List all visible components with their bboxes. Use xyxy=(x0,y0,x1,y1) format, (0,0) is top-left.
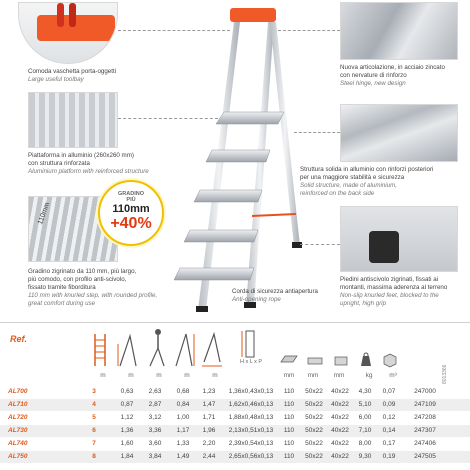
cell-model: AL710 xyxy=(8,401,28,408)
cell-m3: 0,19 xyxy=(382,453,396,460)
cell-kg: 8,00 xyxy=(358,440,372,447)
ladder-foot-1 xyxy=(196,306,208,312)
caption-platform xyxy=(28,152,158,176)
cell-c5: 110 xyxy=(283,401,295,408)
caption-structure-it2: per una maggiore stabilità e sicurezza xyxy=(300,174,405,181)
cell-c5: 110 xyxy=(283,414,295,421)
steps-icon xyxy=(86,326,114,368)
front-profile-icon xyxy=(302,326,328,368)
cell-c3: 0,84 xyxy=(176,401,190,408)
cell-c4: 1,23 xyxy=(202,388,216,395)
badge-mm: 110mm xyxy=(112,203,150,215)
unit-label: mm xyxy=(333,372,345,379)
vertical-code: 8013366 xyxy=(442,364,448,384)
ladder-illustration xyxy=(150,0,320,316)
hinge-photo xyxy=(340,2,458,60)
cell-m3: 0,14 xyxy=(382,427,396,434)
cell-c4: 2,20 xyxy=(202,440,216,447)
cell-c6: 50x22 xyxy=(305,401,323,408)
ladder-step-3 xyxy=(184,230,258,242)
unit-label: m xyxy=(184,372,190,379)
ladder-foot-3 xyxy=(292,242,302,248)
cell-c6: 50x22 xyxy=(305,440,323,447)
cell-c5: 110 xyxy=(283,388,295,395)
leader-structure xyxy=(294,132,340,133)
cell-m3: 0,17 xyxy=(382,440,396,447)
caption-platform-en: Aluminium platform with reinforced structure xyxy=(28,168,149,175)
cell-kg: 7,10 xyxy=(358,427,372,434)
caption-feet-it1: Piedini antiscivolo zigrinati, fissati ai xyxy=(340,276,439,283)
badge-label-2: PIÙ xyxy=(126,197,136,203)
leader-toolbay xyxy=(118,30,230,31)
cell-c7: 40x22 xyxy=(331,440,349,447)
cell-c2: 3,60 xyxy=(148,440,162,447)
platform-height-icon xyxy=(114,326,142,368)
leader-platform xyxy=(118,118,218,119)
table-row xyxy=(0,386,470,398)
step-depth-icon xyxy=(276,326,302,368)
caption-step-it3: fissato tramite fiborditura xyxy=(28,284,96,291)
caption-toolbay-en: Large useful toolbay xyxy=(28,76,84,83)
cell-code: 247109 xyxy=(414,401,436,408)
cell-c4: 1,96 xyxy=(202,427,216,434)
table-row xyxy=(0,412,470,424)
ladder-step-2 xyxy=(194,190,262,202)
caption-step-en2: great comfort during use xyxy=(28,300,96,307)
caption-structure-en2: reinforced on the back side xyxy=(300,190,375,197)
platform-photo xyxy=(28,92,118,148)
cell-c6: 50x22 xyxy=(305,453,323,460)
cell-kg: 4,30 xyxy=(358,388,372,395)
unit-label: kg xyxy=(365,372,373,379)
cell-c7: 40x22 xyxy=(331,453,349,460)
badge-percent: +40% xyxy=(110,215,152,232)
cell-dims: 1,62x0,46x0,13 xyxy=(228,401,274,408)
cell-c6: 50x22 xyxy=(305,414,323,421)
cell-c2: 3,12 xyxy=(148,414,162,421)
cell-c3: 0,68 xyxy=(176,388,190,395)
cell-steps: 6 xyxy=(92,427,96,434)
cell-c5: 110 xyxy=(283,440,295,447)
ladder-height-icon xyxy=(170,326,198,368)
unit-label: mm xyxy=(283,372,295,379)
caption-structure-en1: Solid structure, made of aluminium, xyxy=(300,182,397,189)
unit-label: mm xyxy=(307,372,319,379)
step-width-badge xyxy=(98,180,164,246)
cell-c3: 1,00 xyxy=(176,414,190,421)
ladder-step-4 xyxy=(174,268,254,280)
toolbay-photo xyxy=(18,2,118,64)
cell-steps: 4 xyxy=(92,401,96,408)
screwdriver-handle-1 xyxy=(57,3,64,27)
cell-model: AL740 xyxy=(8,440,28,447)
cell-steps: 5 xyxy=(92,414,96,421)
caption-rope xyxy=(232,288,342,304)
cell-c1: 1,60 xyxy=(120,440,134,447)
caption-step-it1: Gradino zigrinato da 110 mm, più largo, xyxy=(28,268,137,275)
caption-hinge-en: Steel hinge, new design xyxy=(340,80,406,87)
cell-code: 247307 xyxy=(414,427,436,434)
ladder-platform xyxy=(216,112,284,124)
cell-model: AL700 xyxy=(8,388,28,395)
cell-c7: 40x22 xyxy=(331,401,349,408)
cell-c1: 1,84 xyxy=(120,453,134,460)
cell-c4: 1,71 xyxy=(202,414,216,421)
cell-c1: 1,36 xyxy=(120,427,134,434)
cell-c6: 50x22 xyxy=(305,427,323,434)
unit-label: m xyxy=(128,372,134,379)
cell-c1: 0,87 xyxy=(120,401,134,408)
structure-photo xyxy=(340,104,458,162)
caption-step xyxy=(28,268,158,308)
working-height-icon xyxy=(142,326,170,368)
weight-icon xyxy=(354,326,378,368)
caption-structure-it1: Struttura solida in alluminio con rinforzi posteriori xyxy=(300,166,434,173)
caption-toolbay xyxy=(28,68,148,84)
unit-label: m xyxy=(156,372,162,379)
cell-c7: 40x22 xyxy=(331,388,349,395)
cell-kg: 9,30 xyxy=(358,453,372,460)
caption-step-it2: più comodo, con profilo anti-scivolo, xyxy=(28,276,127,283)
cell-code: 247406 xyxy=(414,440,436,447)
cell-c6: 50x22 xyxy=(305,388,323,395)
cell-model: AL720 xyxy=(8,414,28,421)
cell-dims: 1,36x0,43x0,13 xyxy=(228,388,274,395)
cell-c4: 1,47 xyxy=(202,401,216,408)
cell-steps: 3 xyxy=(92,388,96,395)
leader-hinge xyxy=(278,30,340,31)
table-row xyxy=(0,451,470,463)
cell-dims: 2,39x0,54x0,13 xyxy=(228,440,274,447)
ladder-step-1 xyxy=(206,150,270,162)
cell-m3: 0,07 xyxy=(382,388,396,395)
cell-c3: 1,49 xyxy=(176,453,190,460)
cell-steps: 7 xyxy=(92,440,96,447)
toolbay-tray xyxy=(37,15,115,41)
cell-m3: 0,09 xyxy=(382,401,396,408)
cell-c1: 1,12 xyxy=(120,414,134,421)
cell-dims: 2,13x0,51x0,13 xyxy=(228,427,274,434)
base-width-icon xyxy=(198,326,226,368)
cell-kg: 5,10 xyxy=(358,401,372,408)
caption-platform-it1: Piattaforma in alluminio (260x260 mm) xyxy=(28,152,134,159)
caption-hinge-it1: Nuova articolazione, in acciaio zincato xyxy=(340,64,445,71)
cell-c2: 3,84 xyxy=(148,453,162,460)
cell-dims: 1,88x0,48x0,13 xyxy=(228,414,274,421)
cell-c3: 1,33 xyxy=(176,440,190,447)
unit-label: m xyxy=(212,372,218,379)
unit-label: m xyxy=(100,372,106,379)
caption-feet-en2: upright, high grip xyxy=(340,300,387,307)
cell-dims: 2,65x0,56x0,13 xyxy=(228,453,274,460)
caption-rope-it: Corda di sicurezza antiapertura xyxy=(232,288,318,295)
cell-c3: 1,17 xyxy=(176,427,190,434)
caption-hinge xyxy=(340,64,465,88)
cell-model: AL750 xyxy=(8,453,28,460)
dimensions-icon xyxy=(226,326,276,368)
rear-profile-icon xyxy=(328,326,354,368)
cell-c2: 2,87 xyxy=(148,401,162,408)
ladder-rear-rail xyxy=(270,22,300,246)
volume-icon xyxy=(378,326,402,368)
caption-step-en1: 110 mm with knurled step, with rounded profile, xyxy=(28,292,158,299)
unit-label: m³ xyxy=(389,372,397,379)
badge-label-1: GRADINO xyxy=(118,191,144,197)
feet-photo xyxy=(340,206,458,272)
ref-label: Ref. xyxy=(10,334,28,344)
ladder-front-rail-left xyxy=(198,22,240,310)
cell-c2: 2,63 xyxy=(148,388,162,395)
leader-feet xyxy=(300,244,340,245)
cell-code: 247505 xyxy=(414,453,436,460)
cell-c5: 110 xyxy=(283,453,295,460)
screwdriver-handle-2 xyxy=(69,3,76,27)
cell-steps: 8 xyxy=(92,453,96,460)
cell-model: AL730 xyxy=(8,427,28,434)
table-row xyxy=(0,399,470,411)
ladder-top-tray xyxy=(230,8,276,22)
caption-structure xyxy=(300,166,466,198)
caption-platform-it2: con struttura rinforzata xyxy=(28,160,90,167)
caption-toolbay-it: Comoda vaschetta porta-oggetti xyxy=(28,68,117,75)
caption-feet-it2: montanti, massima aderenza al terreno xyxy=(340,284,448,291)
table-row xyxy=(0,425,470,437)
cell-m3: 0,12 xyxy=(382,414,396,421)
table-row xyxy=(0,438,470,450)
cell-c1: 0,63 xyxy=(120,388,134,395)
cell-code: 247000 xyxy=(414,388,436,395)
step-width-label: 110mm xyxy=(37,201,52,226)
caption-rope-en: Anti-opening rope xyxy=(232,296,281,303)
ladder-front-rail-right xyxy=(246,22,274,306)
cell-c7: 40x22 xyxy=(331,427,349,434)
cell-kg: 6,00 xyxy=(358,414,372,421)
caption-feet xyxy=(340,276,468,308)
caption-hinge-it2: con nervature di rinforzo xyxy=(340,72,407,79)
dims-label: H x L x P xyxy=(239,359,263,365)
badge-label xyxy=(100,191,162,203)
cell-c2: 3,36 xyxy=(148,427,162,434)
caption-feet-en1: Non-slip knurled feet, blocked to the xyxy=(340,292,439,299)
foot-pad xyxy=(369,231,399,263)
cell-code: 247208 xyxy=(414,414,436,421)
cell-c5: 110 xyxy=(283,427,295,434)
cell-c7: 40x22 xyxy=(331,414,349,421)
cell-c4: 2,44 xyxy=(202,453,216,460)
